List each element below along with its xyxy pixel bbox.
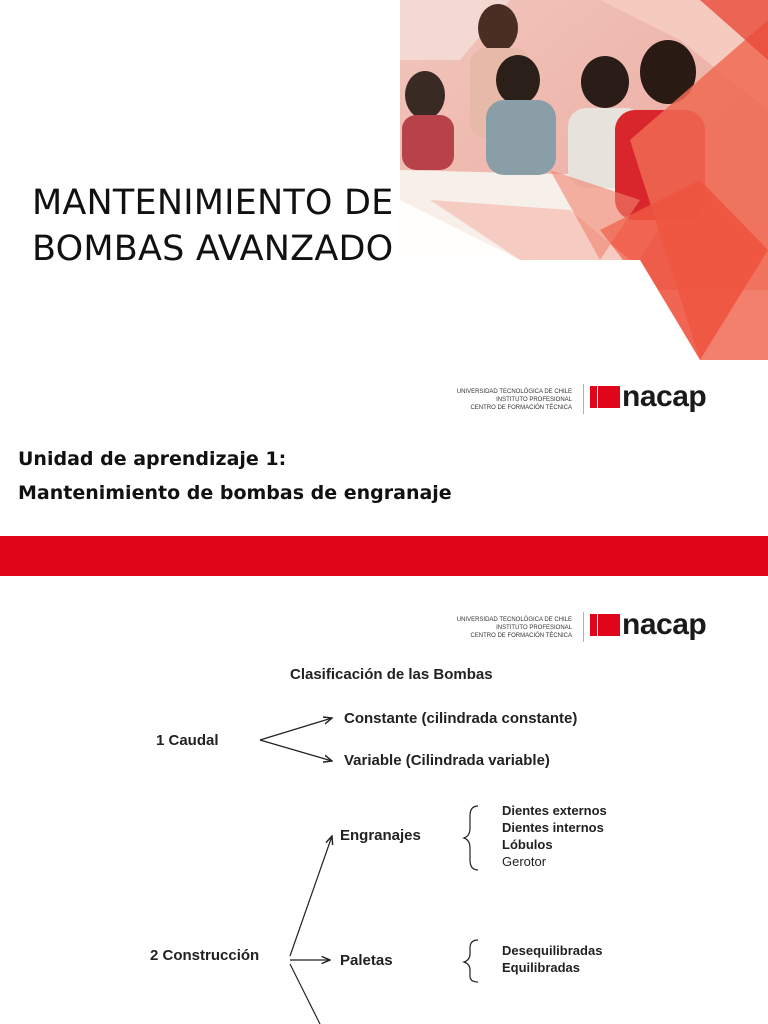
engranajes-item-4: Gerotor [502,854,547,869]
pump-classification-diagram [124,660,768,1024]
hero-photo [400,0,768,360]
inacap-logo [456,608,740,652]
institution-lines [457,388,572,412]
logo-divider [583,384,584,414]
logo-word: nacap [622,608,707,641]
arrow-constante [260,718,332,740]
institution-line-3: CENTRO DE FORMACIÓN TÉCNICA [470,633,572,639]
caudal-label: 1 Caudal [156,732,219,749]
institution-line-1: UNIVERSIDAD TECNOLÓGICA DE CHILE [456,389,572,395]
arrow-variable [260,740,332,761]
engranajes-brace [464,806,478,870]
logo-bar-icon [590,386,597,408]
institution-lines [457,616,572,640]
variable-label: Variable (Cilindrada variable) [344,752,550,769]
classification-slide [0,576,768,1024]
inacap-wordmark [590,608,740,648]
unit-label: Unidad de aprendizaje 1: [18,448,287,470]
inacap-wordmark [590,380,740,420]
arrow-next [290,964,320,1024]
arrow-engranajes [290,836,332,956]
institution-line-3: CENTRO DE FORMACIÓN TÉCNICA [470,405,572,411]
slide-separator-band [0,536,768,576]
institution-line-2: INSTITUTO PROFESIONAL [496,625,572,631]
engranajes-item-2: Dientes internos [502,820,604,835]
logo-word: nacap [622,380,707,413]
logo-square-icon [598,386,620,408]
title-line-2: BOMBAS AVANZADO [32,229,394,269]
engranajes-item-3: Lóbulos [502,837,553,852]
unit-title: Mantenimiento de bombas de engranaje [18,482,452,504]
paletas-item-2: Equilibradas [502,960,581,975]
engranajes-item-1: Dientes externos [502,803,607,818]
unit-heading [18,442,452,510]
construccion-label: 2 Construcción [150,947,260,964]
paletas-brace [464,940,478,982]
logo-divider [583,612,584,642]
engranajes-label: Engranajes [340,827,421,844]
diagram-title: Clasificación de las Bombas [290,666,493,683]
title-line-1: MANTENIMIENTO DE [32,183,394,223]
slide-title [32,180,432,272]
paletas-item-1: Desequilibradas [502,943,603,958]
paletas-label: Paletas [340,952,393,969]
inacap-logo [456,380,740,424]
constante-label: Constante (cilindrada constante) [344,710,578,727]
logo-square-icon [598,614,620,636]
institution-line-1: UNIVERSIDAD TECNOLÓGICA DE CHILE [456,617,572,623]
logo-bar-icon [590,614,597,636]
institution-line-2: INSTITUTO PROFESIONAL [496,397,572,403]
